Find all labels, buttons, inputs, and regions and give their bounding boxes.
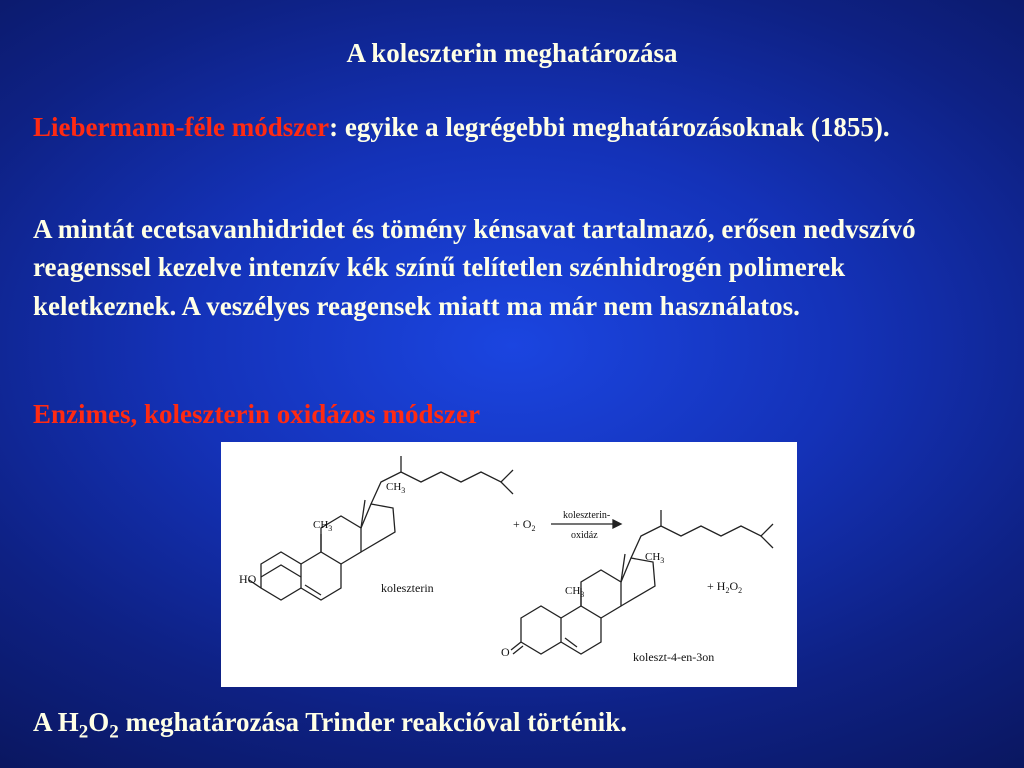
reaction-scheme-figure (221, 442, 797, 687)
enzyme-label-line2: oxidáz (571, 530, 598, 541)
h2o2-subscript-h: 2 (78, 721, 89, 743)
h2o2-subscript-o: 2 (109, 721, 119, 743)
product-name-label: koleszt-4-en-3on (633, 650, 715, 664)
reaction-arrowhead (613, 520, 621, 528)
liebermann-description: : egyike a legrégebbi meghatározásoknak (1855). (329, 112, 890, 142)
product-ring-a-path (521, 606, 561, 654)
paragraph-liebermann (33, 108, 993, 146)
cholesterol-side-iso (501, 482, 513, 494)
cholesterol-ring-d-path (361, 504, 395, 552)
cholesterol-ring-b-path (301, 552, 341, 600)
product-ch3-19-label: $CH_3$ (565, 585, 585, 599)
cholesterol-ring-a (261, 565, 301, 577)
cholesterol-ch3-19-label: $CH_3$ (313, 519, 333, 533)
product-ring-b-path (561, 606, 601, 654)
product-ch3-18-label: $CH_3$ (645, 551, 665, 565)
product-ring-d-path (621, 558, 655, 606)
slide-title: A koleszterin meghatározása (346, 38, 678, 68)
cholesterol-ch3-18-label: $CH_3$ (386, 481, 406, 495)
plus-o2-label: + $O_2$ (513, 517, 536, 533)
ho-label: HO (239, 572, 257, 586)
plus-h2o2-label: + $H_2O_2$ (707, 579, 743, 595)
reactant-name-label: koleszterin (381, 581, 434, 595)
enzyme-label-line1: koleszterin- (563, 510, 611, 521)
cholesterol-ring-a-hex (261, 564, 301, 601)
cholesterol-double-bond (305, 585, 321, 595)
trinder-sentence (33, 703, 993, 741)
liebermann-method-label: Liebermann-féle módszer (33, 112, 330, 142)
trinder-suffix: meghatározása Trinder reakcióval történik. (118, 707, 627, 737)
carbonyl-o-label: O (501, 645, 510, 659)
h2o2-prefix: A H (33, 707, 79, 737)
paragraph-reagent: A mintát ecetsavanhidridet és tömény kénsavat tartalmazó, erősen nedvszívó reagenssel kezelve intenzív kék színű telítetlen szénhidrogén polimerek keletkeznek. A veszélyes reagensek miatt ma már nem használatos. (33, 214, 916, 321)
enzymatic-method-heading: Enzimes, koleszterin oxidázos módszer (33, 399, 480, 429)
product-ring-c-path (581, 570, 621, 618)
product-side-iso (761, 536, 773, 548)
cholesterol-ring-a-path (261, 552, 301, 600)
h2o2-mid: O (88, 707, 110, 737)
reaction-scheme-svg (221, 442, 797, 687)
